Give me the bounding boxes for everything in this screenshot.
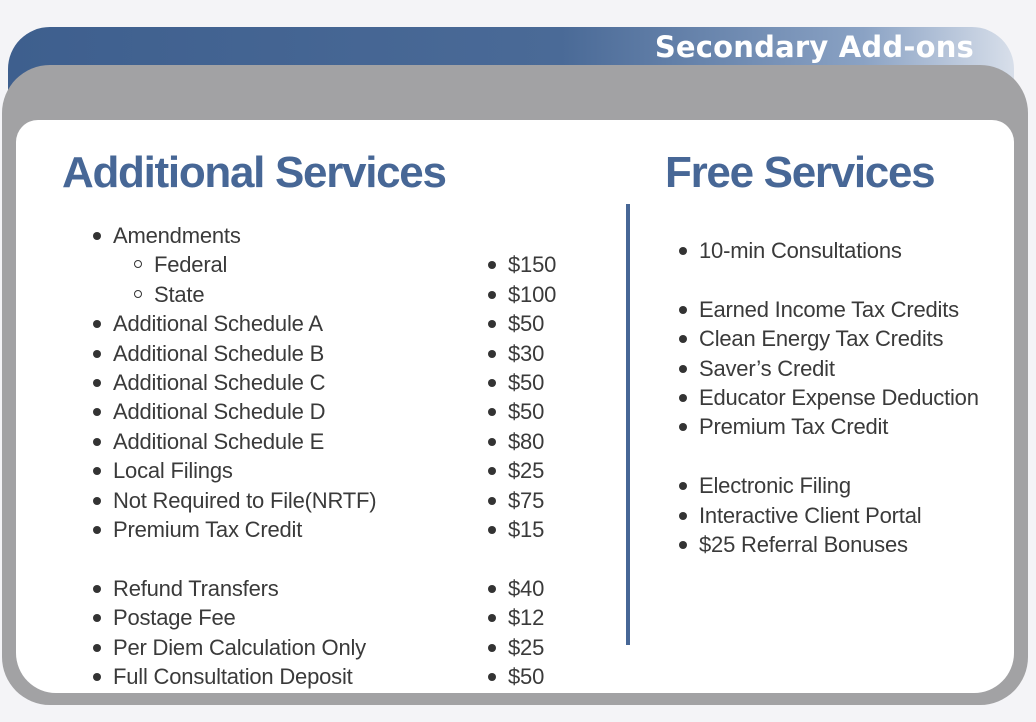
price-item bbox=[508, 429, 544, 455]
item-label: Postage Fee bbox=[113, 605, 236, 630]
hollow-bullet-icon bbox=[134, 290, 142, 298]
free-list-item bbox=[699, 532, 908, 558]
price-value: $25 bbox=[508, 635, 545, 660]
price-item bbox=[508, 458, 544, 484]
free-services-heading: Free Services bbox=[665, 148, 935, 197]
list-item bbox=[113, 311, 323, 337]
item-label: Additional Schedule C bbox=[113, 370, 326, 395]
bullet-icon bbox=[488, 438, 496, 446]
item-label: Federal bbox=[154, 252, 228, 277]
free-list-item bbox=[699, 385, 979, 411]
price-value: $75 bbox=[508, 488, 545, 513]
header-title: Secondary Add-ons bbox=[654, 30, 974, 64]
list-item-amendments bbox=[113, 223, 241, 249]
bullet-icon bbox=[679, 394, 687, 402]
price-value: $50 bbox=[508, 311, 545, 336]
item-label: Additional Schedule D bbox=[113, 399, 326, 424]
list-item bbox=[113, 341, 324, 367]
bullet-icon bbox=[93, 232, 101, 240]
price-item bbox=[508, 370, 544, 396]
bullet-icon bbox=[488, 261, 496, 269]
item-label: Local Filings bbox=[113, 458, 233, 483]
bullet-icon bbox=[488, 614, 496, 622]
item-label: Refund Transfers bbox=[113, 576, 279, 601]
list-item bbox=[113, 517, 302, 543]
free-list-item bbox=[699, 414, 888, 440]
item-label: Not Required to File(NRTF) bbox=[113, 488, 377, 513]
item-label: Earned Income Tax Credits bbox=[699, 297, 959, 322]
item-label: Per Diem Calculation Only bbox=[113, 635, 366, 660]
price-item bbox=[508, 576, 544, 602]
bullet-icon bbox=[93, 497, 101, 505]
bullet-icon bbox=[488, 585, 496, 593]
free-list-item bbox=[699, 326, 943, 352]
bullet-icon bbox=[679, 365, 687, 373]
list-item bbox=[113, 605, 236, 631]
item-label: Additional Schedule E bbox=[113, 429, 325, 454]
price-value: $50 bbox=[508, 664, 545, 689]
item-label: Premium Tax Credit bbox=[113, 517, 303, 542]
price-item bbox=[508, 635, 544, 661]
price-item bbox=[508, 252, 556, 278]
bullet-icon bbox=[488, 379, 496, 387]
additional-services-heading: Additional Services bbox=[62, 148, 446, 197]
free-list-item bbox=[699, 238, 902, 264]
item-label: Additional Schedule A bbox=[113, 311, 323, 336]
bullet-icon bbox=[488, 644, 496, 652]
item-label: Amendments bbox=[113, 223, 241, 248]
hollow-bullet-icon bbox=[134, 260, 142, 268]
price-value: $80 bbox=[508, 429, 545, 454]
price-item bbox=[508, 488, 544, 514]
sub-item-federal bbox=[154, 252, 227, 278]
list-item bbox=[113, 370, 325, 396]
bullet-icon bbox=[679, 306, 687, 314]
list-item bbox=[113, 488, 376, 514]
price-item bbox=[508, 517, 544, 543]
item-label: Premium Tax Credit bbox=[699, 414, 889, 439]
bullet-icon bbox=[488, 291, 496, 299]
item-label: Saver’s Credit bbox=[699, 356, 835, 381]
price-value: $40 bbox=[508, 576, 545, 601]
bullet-icon bbox=[488, 497, 496, 505]
free-list-item bbox=[699, 297, 959, 323]
price-value: $12 bbox=[508, 605, 545, 630]
price-value: $30 bbox=[508, 341, 545, 366]
price-value: $50 bbox=[508, 370, 545, 395]
price-value: $15 bbox=[508, 517, 545, 542]
price-value: $50 bbox=[508, 399, 545, 424]
list-item bbox=[113, 399, 325, 425]
bullet-icon bbox=[93, 408, 101, 416]
price-item bbox=[508, 399, 544, 425]
bullet-icon bbox=[93, 467, 101, 475]
price-value: $25 bbox=[508, 458, 545, 483]
price-item bbox=[508, 341, 544, 367]
bullet-icon bbox=[488, 526, 496, 534]
bullet-icon bbox=[679, 423, 687, 431]
bullet-icon bbox=[488, 320, 496, 328]
bullet-icon bbox=[93, 438, 101, 446]
list-item bbox=[113, 664, 353, 690]
bullet-icon bbox=[93, 379, 101, 387]
bullet-icon bbox=[93, 673, 101, 681]
free-list-item bbox=[699, 503, 921, 529]
price-value: $100 bbox=[508, 282, 557, 307]
bullet-icon bbox=[93, 585, 101, 593]
list-item bbox=[113, 429, 324, 455]
column-divider bbox=[626, 204, 630, 645]
sub-item-state bbox=[154, 282, 204, 308]
list-item bbox=[113, 458, 233, 484]
bullet-icon bbox=[93, 526, 101, 534]
item-label: $25 Referral Bonuses bbox=[699, 532, 908, 557]
item-label: Electronic Filing bbox=[699, 473, 851, 498]
bullet-icon bbox=[679, 335, 687, 343]
free-list-item bbox=[699, 473, 851, 499]
bullet-icon bbox=[488, 350, 496, 358]
item-label: 10-min Consultations bbox=[699, 238, 902, 263]
bullet-icon bbox=[488, 673, 496, 681]
bullet-icon bbox=[93, 644, 101, 652]
item-label: Clean Energy Tax Credits bbox=[699, 326, 944, 351]
price-value: $150 bbox=[508, 252, 557, 277]
bullet-icon bbox=[488, 408, 496, 416]
item-label: State bbox=[154, 282, 205, 307]
bullet-icon bbox=[679, 541, 687, 549]
price-item bbox=[508, 282, 556, 308]
item-label: Interactive Client Portal bbox=[699, 503, 922, 528]
bullet-icon bbox=[93, 614, 101, 622]
list-item bbox=[113, 576, 279, 602]
bullet-icon bbox=[679, 482, 687, 490]
free-list-item bbox=[699, 356, 835, 382]
bullet-icon bbox=[93, 350, 101, 358]
price-item bbox=[508, 605, 544, 631]
item-label: Additional Schedule B bbox=[113, 341, 325, 366]
item-label: Educator Expense Deduction bbox=[699, 385, 979, 410]
price-item bbox=[508, 664, 544, 690]
price-item bbox=[508, 311, 544, 337]
item-label: Full Consultation Deposit bbox=[113, 664, 353, 689]
bullet-icon bbox=[488, 467, 496, 475]
bullet-icon bbox=[679, 512, 687, 520]
list-item bbox=[113, 635, 366, 661]
bullet-icon bbox=[93, 320, 101, 328]
bullet-icon bbox=[679, 247, 687, 255]
